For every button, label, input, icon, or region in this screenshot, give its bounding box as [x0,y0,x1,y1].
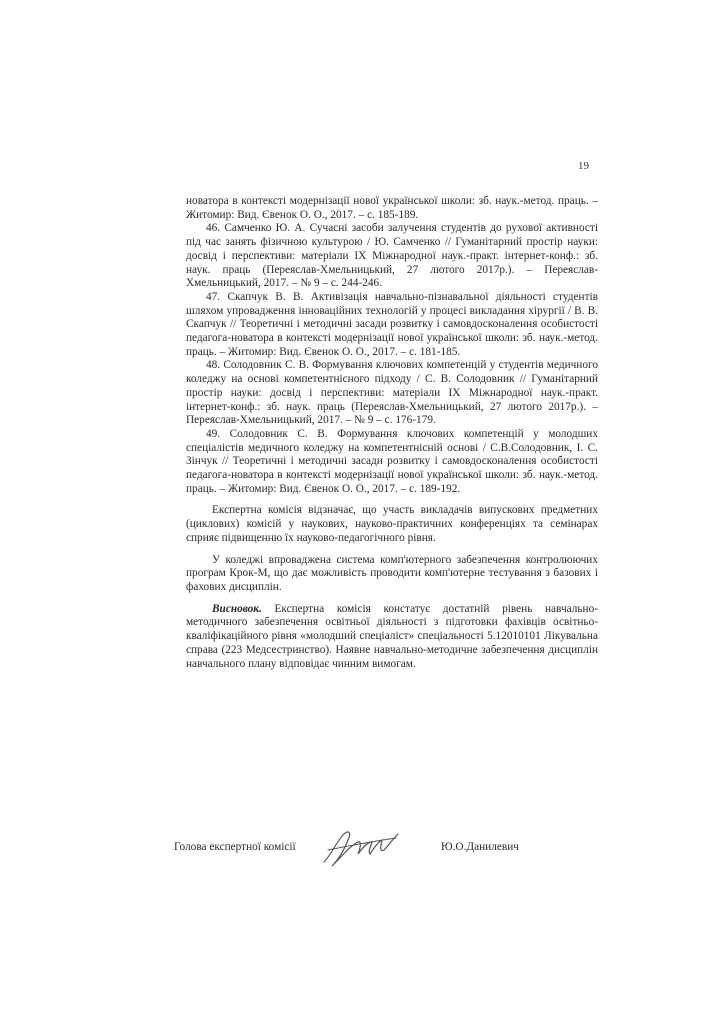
conclusion-label: Висновок. [212,602,262,615]
document-body [186,195,598,671]
reference-45-continuation: новатора в контексті модернізації нової української школи: зб. наук.-метод. праць. – Житомир: Вид. Євенок О. О., 2017. – с. 185-189. [186,195,598,221]
reference-46: 46. Самченко Ю. А. Сучасні засоби залучення студентів до рухової активності під час занять фізичною культурою / Ю. Самченко // Гуманітарний простір науки: досвід і перспективи: матеріали IX Міжнародної наук.-практ. інтернет-конф.: зб. наук. праць (Переяслав-Хмельницький, 27 лютого 2017р.). – Переяслав-Хмельницький, 2017. – № 9 – с. 244-246. [186,222,598,290]
reference-47: 47. Скапчук В. В. Активізація навчально-пізнавальної діяльності студентів шляхом упровадження інноваційних технологій у процесі викладання хірургії / В. В. Скапчук // Теоретичні і методичні засади розвитку і самовдосконалення особистості педагога-новатора в контексті модернізації нової української школи: зб. наук.-метод. праць. – Житомир: Вид. Євенок О. О., 2017. – с. 181-185. [186,290,598,358]
conclusion-text: Експертна комісія констатує достатній рівень навчально-методичного забезпечення освітньої діяльності з підготовки фахівців освітньо-кваліфікаційного рівня «молодший спеціаліст» спеціальності 5.12010101 Лікувальна справа (223 Медсестринство). Наявне навчально-методичне забезпечення дисциплін навчального плану відповідає чинним вимогам. [186,602,598,670]
paragraph-commission: Експертна комісія відзначає, що участь викладачів випускових предметних (циклових) комісій у наукових, науково-практичних конференціях та семінарах сприяє підвищенню їх науково-педагогічного рівня. [186,504,598,544]
paragraph-conclusion [186,603,598,672]
reference-49: 49. Солодовник С. В. Формування ключових компетенцій у молодших спеціалістів медичного коледжу на компетентнісній основі / С.В.Солодовник, І. С. Зінчук // Теоретичні і методичні засади розвитку і самовдосконалення особистості педагога-новатора в контексті модернізації нової української школи: зб. наук.-метод. праць. – Житомир: Вид. Євенок О. О., 2017. – с. 189-192. [186,427,598,495]
commission-head-name: Ю.О.Данилевич [441,841,519,853]
reference-48: 48. Солодовник С. В. Формування ключових компетенцій у студентів медичного коледжу на основі компетентнісного підходу / С. В. Солодовник // Гуманітарний простір науки: досвід і перспективи: матеріали IX Міжнародної наук.-практ. інтернет-конф.: зб. наук. праць (Переяслав-Хмельницький, 27 лютого 2017р.). – Переяслав-Хмельницький, 2017. – № 9 – с. 176-179. [186,359,598,427]
commission-head-title: Голова експертної комісії [174,841,296,853]
paragraph-testing-system: У коледжі впроваджена система комп'ютерного забезпечення контролюючих програм Крок-М, що дає можливість проводити комп'ютерне тестування з базових і фахових дисциплін. [186,553,598,593]
signature-image [318,820,406,872]
page-number: 19 [578,160,589,172]
